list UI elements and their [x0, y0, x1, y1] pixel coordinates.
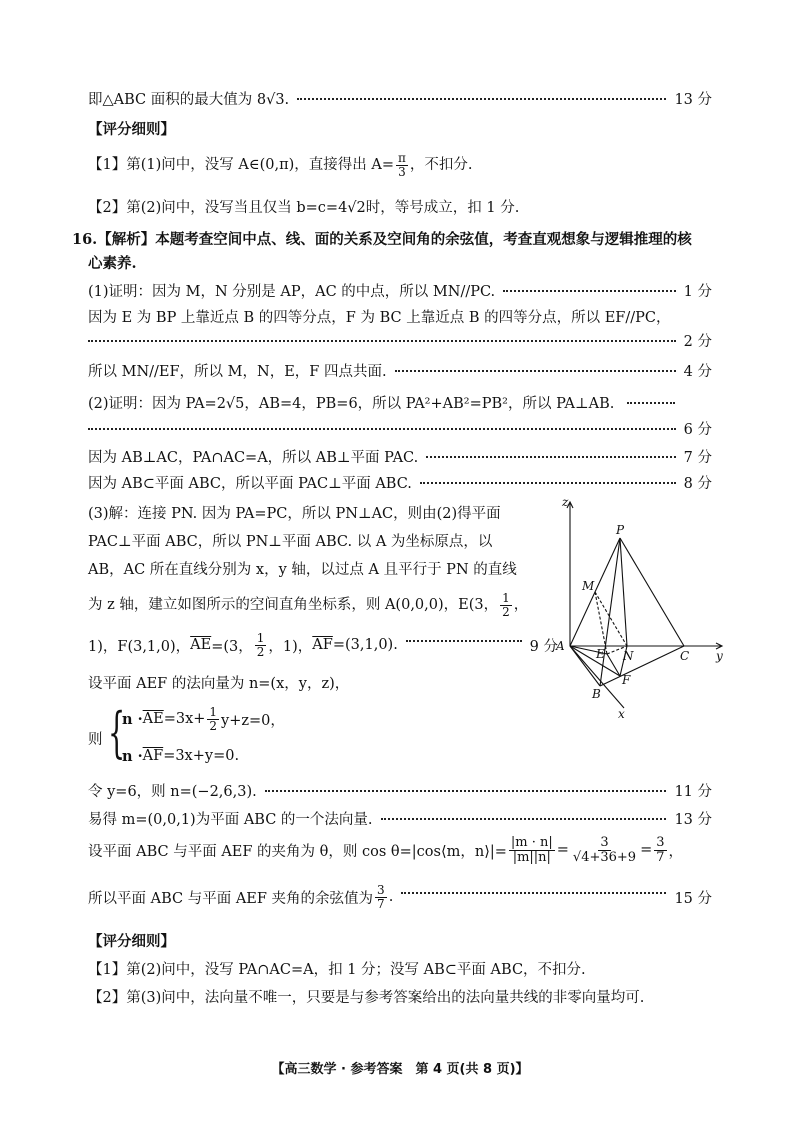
eq-text: y+z=0， — [221, 712, 285, 729]
equation-line — [88, 836, 683, 864]
line-text: 易得 m=(0,0,1)为平面 ABC 的一个法向量. — [88, 812, 373, 828]
system-then: 则 — [88, 732, 103, 748]
line-text: . — [388, 889, 394, 906]
score: 15 分 — [674, 890, 712, 907]
text-line — [88, 472, 712, 493]
text-line — [88, 780, 712, 801]
text-line — [88, 808, 712, 829]
frac-den: 2 — [502, 604, 510, 619]
section-heading: 【评分细则】 — [88, 933, 175, 950]
fraction — [375, 884, 387, 910]
frac-num: π — [398, 151, 406, 165]
label-B: B — [592, 687, 601, 701]
fraction — [207, 706, 219, 732]
frac-den: 7 — [656, 849, 665, 865]
vector-label: $\overline{AE}$ — [190, 637, 212, 654]
dot-leader — [381, 818, 667, 820]
dot-leader — [503, 290, 675, 292]
edge-PN — [620, 538, 627, 646]
frac-num: 1 — [256, 631, 265, 645]
frac-num: 1 — [502, 591, 510, 605]
eq-text: =3x+y=0. — [163, 748, 240, 764]
label-y: y — [716, 649, 723, 663]
vector-label: $\overline{AE}$ — [142, 711, 164, 728]
line-text: 设平面 ABC 与平面 AEF 的夹角为 θ，则 cos θ=|cos⟨m，n⟩|= — [88, 843, 507, 860]
text-line — [88, 330, 712, 351]
label-N: N — [623, 649, 634, 663]
frac-num: |m · n| — [510, 835, 553, 850]
geometry-figure — [552, 496, 732, 726]
score: 4 分 — [683, 364, 712, 380]
rule-text: 【1】第(1)问中，没写 A∈(0,π)，直接得出 A= — [88, 157, 394, 174]
label-F: F — [622, 673, 631, 687]
rule-item: 【1】第(2)问中，没写 PA∩AC=A，扣 1 分；没写 AB⊂平面 ABC，不扣分. — [88, 962, 586, 978]
rule-text-tail: ，不扣分. — [409, 157, 473, 174]
line-text: 所以平面 ABC 与平面 AEF 夹角的余弦值为 — [88, 890, 374, 907]
brace: { — [108, 701, 126, 764]
line-text: =(3,1,0). — [332, 637, 398, 654]
line-text: = — [640, 842, 653, 859]
score: 9 分 — [529, 638, 558, 655]
line-text: 为 z 轴，建立如图所示的空间直角坐标系，则 A(0,0,0)，E(3， — [88, 597, 499, 614]
frac-den: 2 — [256, 644, 265, 659]
line-text: 即△ABC 面积的最大值为 8√3. — [88, 92, 290, 108]
rule-item: 【2】第(2)问中，没写当且仅当 b=c=4√2时，等号成立，扣 1 分. — [88, 200, 520, 216]
frac-num: 3 — [656, 835, 665, 850]
rule-item: 【2】第(3)问中，法向量不唯一，只要是与参考答案给出的法向量共线的非零向量均可. — [88, 990, 645, 1006]
frac-den: 7 — [377, 896, 385, 911]
dot-leader — [395, 370, 676, 372]
score: 11 分 — [674, 784, 712, 800]
dot-leader — [627, 402, 675, 404]
label-x: x — [618, 707, 625, 721]
label-C: C — [680, 649, 690, 663]
score: 7 分 — [683, 450, 712, 466]
line-text: PAC⊥平面 ABC，所以 PN⊥平面 ABC. 以 A 为坐标原点，以 — [88, 534, 493, 550]
score: 2 分 — [683, 334, 712, 350]
line-text — [88, 392, 675, 413]
fraction — [571, 836, 638, 864]
line-text: (2)证明：因为 PA=2√5，AB=4，PB=6，所以 PA²+AB²=PB²，所以 PA⊥AB. — [88, 396, 615, 412]
eq-text: =3x+ — [163, 711, 206, 728]
fraction — [654, 836, 666, 864]
dot-leader — [265, 790, 667, 792]
line-text: 因为 E 为 BP 上靠近点 B 的四等分点，F 为 BC 上靠近点 B 的四等分点，所以 EF//PC， — [88, 310, 671, 326]
frac-den: √4+36+9 — [572, 849, 637, 865]
text-line — [88, 88, 712, 109]
text-line — [88, 280, 712, 301]
vector-label: $\overline{AF}$ — [312, 637, 333, 654]
score: 8 分 — [683, 476, 712, 492]
label-z: z — [562, 496, 569, 509]
edge-PC — [620, 538, 684, 646]
equation — [122, 706, 285, 732]
text-line — [88, 418, 712, 439]
score: 1 分 — [683, 284, 712, 300]
line-text: (1)证明：因为 M，N 分别是 AP，AC 的中点，所以 MN//PC. — [88, 284, 496, 300]
line-text — [88, 592, 528, 618]
section-heading: 【评分细则】 — [88, 121, 175, 138]
fraction — [509, 836, 555, 864]
frac-den: |m||n| — [512, 849, 551, 865]
label-A: A — [556, 639, 565, 653]
question-header: 16.【解析】本题考查空间中点、线、面的关系及空间角的余弦值，考查直观想象与逻辑推理的核 — [72, 231, 692, 248]
dot-leader — [297, 98, 666, 100]
question-header-cont: 心素养. — [88, 255, 137, 272]
equation — [122, 748, 239, 765]
eq-text: n · — [122, 710, 143, 728]
line-text: = — [556, 842, 569, 859]
line-text: 因为 AB⊂平面 ABC，所以平面 PAC⊥平面 ABC. — [88, 476, 412, 492]
text-line — [88, 884, 712, 910]
fraction — [396, 152, 408, 178]
line-text: ，1)， — [268, 638, 313, 655]
line-text: 因为 AB⊥AC，PA∩AC=A，所以 AB⊥平面 PAC. — [88, 450, 419, 466]
dot-leader — [88, 340, 676, 342]
page-footer: 【高三数学 · 参考答案 第 4 页(共 8 页)】 — [271, 1062, 529, 1077]
rule-item — [88, 152, 473, 178]
frac-num: 1 — [209, 705, 218, 719]
fraction — [500, 592, 512, 618]
dot-leader — [406, 640, 522, 642]
edge-AF — [570, 646, 620, 676]
frac-den: 2 — [209, 718, 218, 733]
line-text: AB，AC 所在直线分别为 x，y 轴，以过点 A 且平行于 PN 的直线 — [88, 562, 517, 578]
label-P: P — [616, 523, 625, 537]
score: 6 分 — [683, 422, 712, 438]
dot-leader — [420, 482, 676, 484]
text-line — [88, 446, 712, 467]
text-line — [88, 632, 558, 658]
line-text: 所以 MN//EF，所以 M，N，E，F 四点共面. — [88, 364, 387, 380]
line-text: =(3， — [211, 638, 253, 655]
line-text: 设平面 AEF 的法向量为 n=(x，y，z)， — [88, 676, 350, 692]
frac-den: 3 — [398, 164, 406, 179]
line-text: (3)解：连接 PN. 因为 PA=PC，所以 PN⊥AC，则由(2)得平面 — [88, 506, 501, 522]
line-text-tail: ， — [513, 597, 529, 614]
eq-text: n · — [122, 748, 143, 765]
dot-leader — [401, 892, 666, 894]
frac-num: 3 — [600, 835, 609, 850]
score: 13 分 — [674, 92, 712, 108]
line-text: ， — [668, 843, 683, 860]
line-text: 1)，F(3,1,0)， — [88, 638, 191, 655]
vector-label: $\overline{AF}$ — [142, 748, 164, 764]
label-E: E — [596, 647, 605, 661]
dot-leader — [426, 456, 675, 458]
dot-leader — [88, 428, 676, 430]
score: 13 分 — [674, 812, 712, 828]
label-M: M — [582, 579, 595, 593]
text-line — [88, 360, 712, 381]
fraction — [255, 632, 267, 658]
line-text: 令 y=6，则 n=(−2,6,3). — [88, 784, 257, 800]
frac-num: 3 — [377, 883, 385, 897]
